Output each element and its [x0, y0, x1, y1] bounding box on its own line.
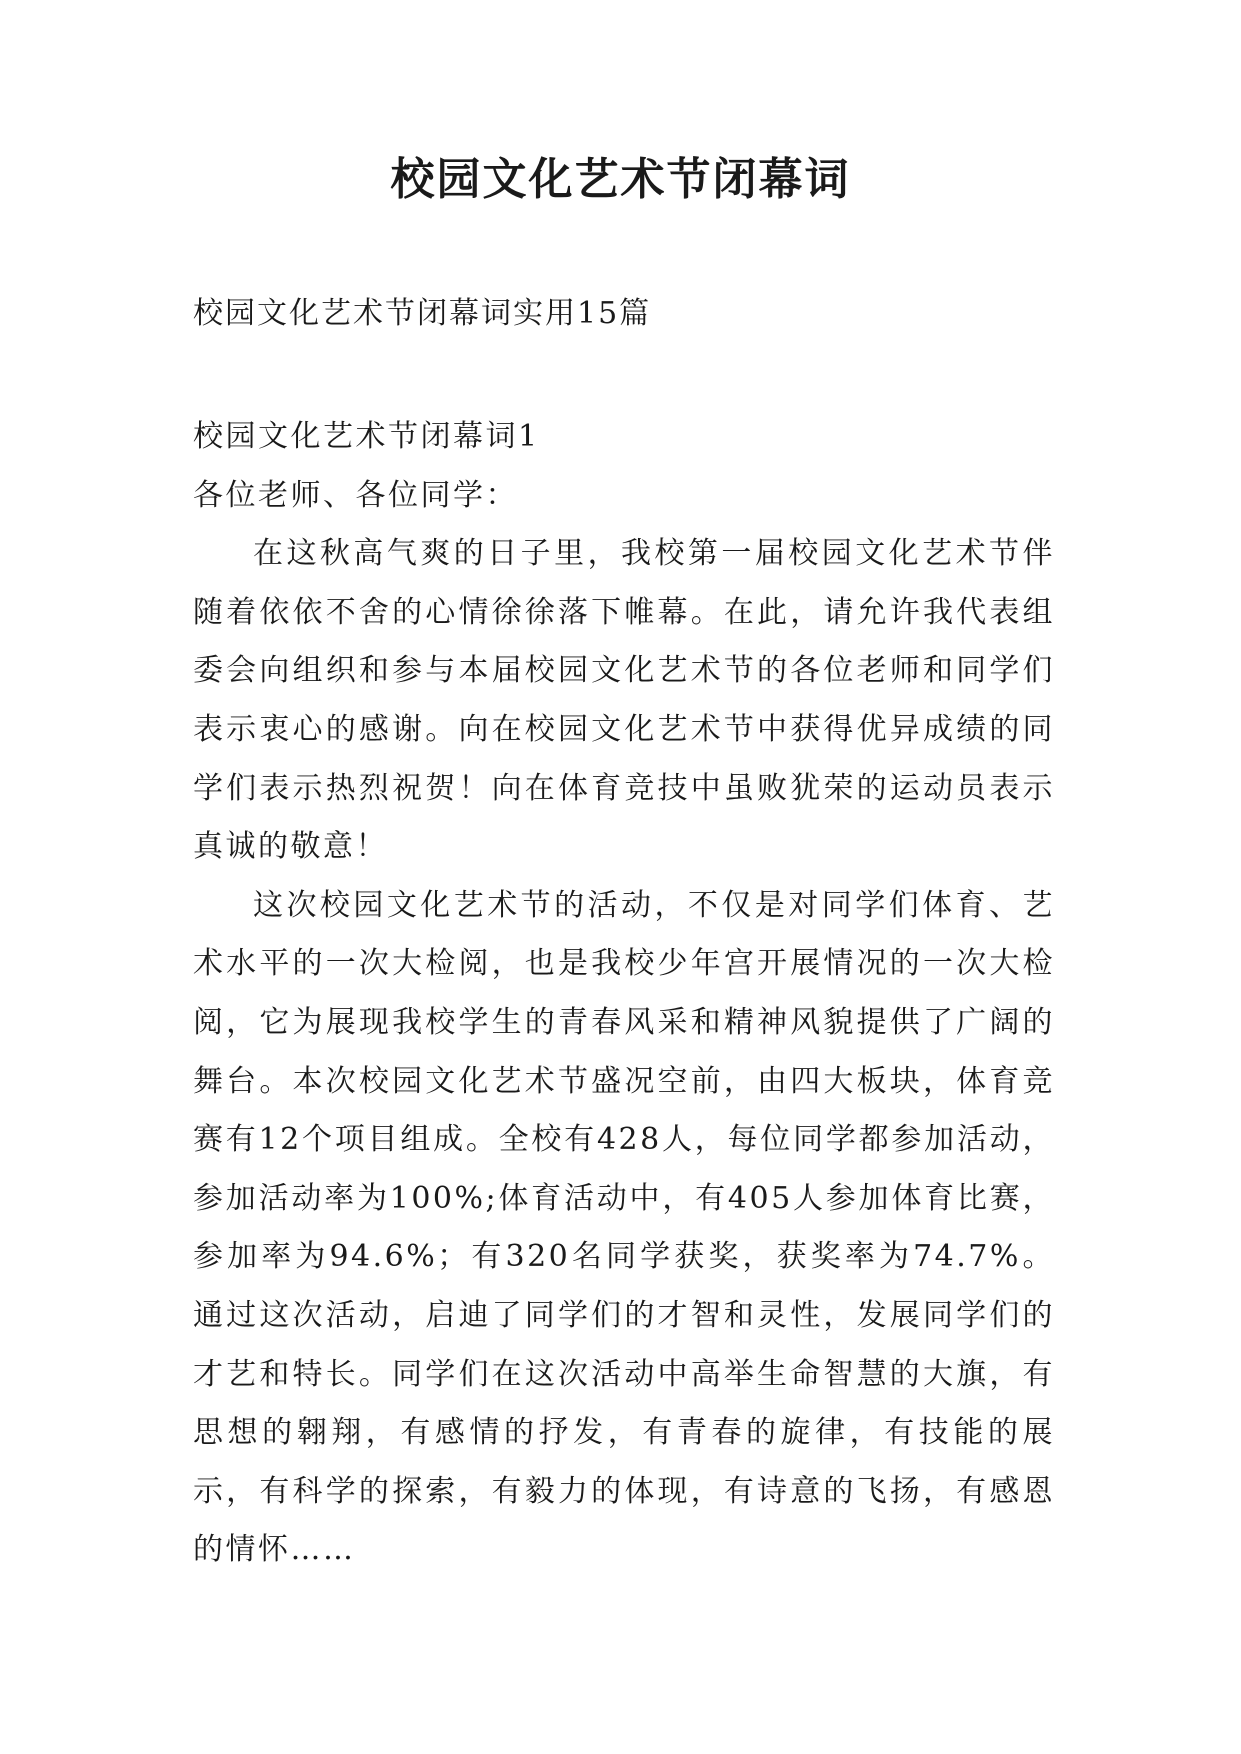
body-paragraph-2: 这次校园文化艺术节的活动，不仅是对同学们体育、艺术水平的一次大检阅，也是我校少年宫开展情况的一次大检阅，它为展现我校学生的青春风采和精神风貌提供了广阔的舞台。本次校园文化艺术节盛况空前，由四大板块，体育竞赛有12个项目组成。全校有428人，每位同学都参加活动，参加活动率为100%;体育活动中，有405人参加体育比赛，参加率为94.6%；有320名同学获奖，获奖率为74.7%。通过这次活动，启迪了同学们的才智和灵性，发展同学们的才艺和特长。同学们在这次活动中高举生命智慧的大旗，有思想的翱翔，有感情的抒发，有青春的旋律，有技能的展示，有科学的探索，有毅力的体现，有诗意的飞扬，有感恩的情怀…… — [193, 887, 1055, 1568]
document-title: 校园文化艺术节闭幕词 — [390, 154, 851, 205]
section-heading: 校园文化艺术节闭幕词1 — [193, 419, 540, 454]
document-subtitle: 校园文化艺术节闭幕词实用15篇 — [193, 296, 652, 331]
document-body — [193, 408, 1055, 1580]
salutation: 各位老师、各位同学： — [193, 477, 518, 513]
body-paragraph-1: 在这秋高气爽的日子里，我校第一届校园文化艺术节伴随着依依不舍的心情徐徐落下帷幕。在此，请允许我代表组委会向组织和参与本届校园文化艺术节的各位老师和同学们表示衷心的感谢。向在校园文化艺术节中获得优异成绩的同学们表示热烈祝贺！向在体育竞技中虽败犹荣的运动员表示真诚的敬意！ — [193, 536, 1055, 865]
